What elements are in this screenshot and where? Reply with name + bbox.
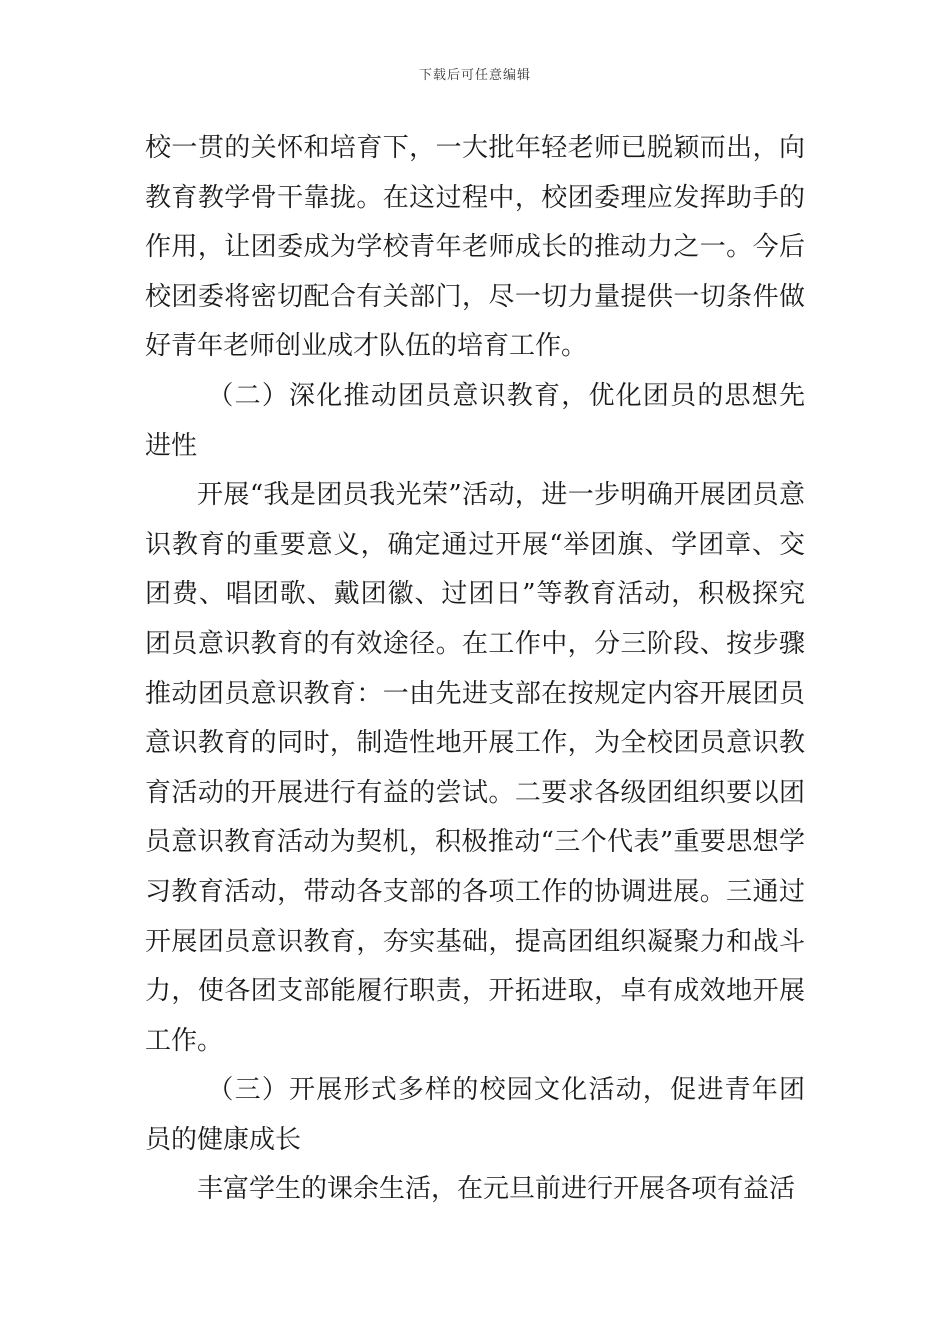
section-heading-2: （二）深化推动团员意识教育，优化团员的思想先进性 (145, 380, 805, 461)
page-header-note: 下载后可任意编辑 (418, 68, 531, 83)
document-body (145, 124, 805, 1215)
body-paragraph: 开展“我是团员我光荣”活动，进一步明确开展团员意识教育的重要意义，确定通过开展“举团旗、学团章、交团费、唱团歌、戴团徽、过团日”等教育活动，积极探究团员意识教育的有效途径。在工作中，分三阶段、按步骤推动团员意识教育：一由先进支部在按规定内容开展团员意识教育的同时，制造性地开展工作，为全校团员意识教育活动的开展进行有益的尝试。二要求各级团组织要以团员意识教育活动为契机，积极推动“三个代表”重要思想学习教育活动，带动各支部的各项工作的协调进展。三通过开展团员意识教育，夯实基础，提高团组织凝聚力和战斗力，使各团支部能履行职责，开拓进取，卓有成效地开展工作。 (145, 480, 805, 1056)
body-paragraph-continued: 校一贯的关怀和培育下，一大批年轻老师已脱颖而出，向教育教学骨干靠拢。在这过程中，校团委理应发挥助手的作用，让团委成为学校青年老师成长的推动力之一。今后校团委将密切配合有关部门，尽一切力量提供一切条件做好青年老师创业成才队伍的培育工作。 (145, 133, 805, 362)
body-paragraph: 丰富学生的课余生活，在元旦前进行开展各项有益活 (197, 1174, 796, 1205)
section-heading-3: （三）开展形式多样的校园文化活动，促进青年团员的健康成长 (145, 1075, 805, 1155)
